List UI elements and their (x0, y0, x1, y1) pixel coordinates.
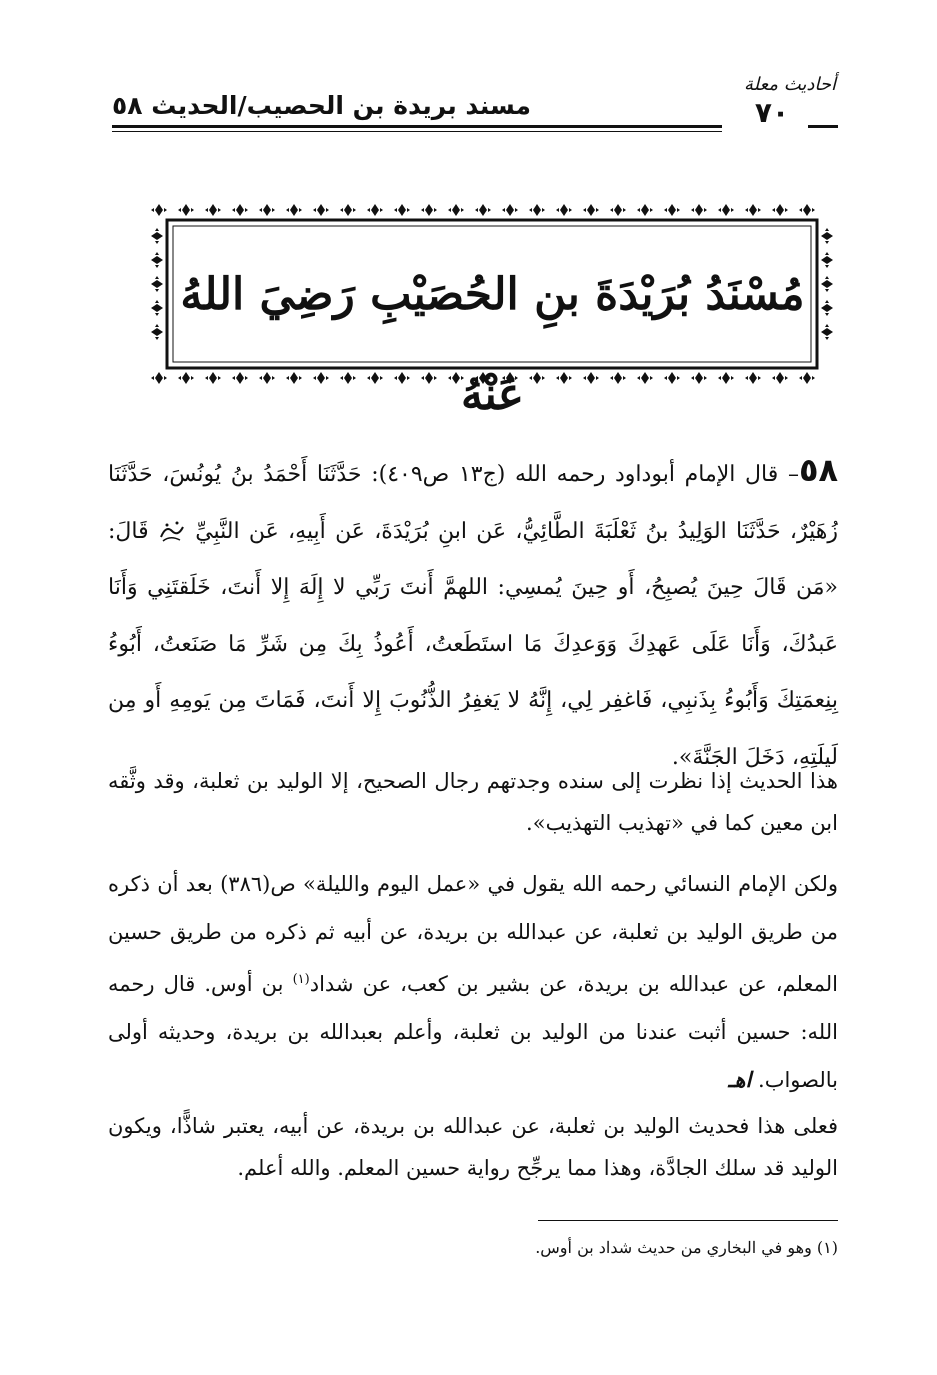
ornament-motif (151, 204, 167, 216)
footnote-reference: (١) (292, 972, 310, 987)
ornament-motif (178, 204, 194, 216)
book-title: أحاديث معلة (744, 74, 836, 95)
hadith-text-isnad: – قال الإمام أبوداود رحمه الله (ج١٣ ص٤٠٩): حَدَّثَنَا أَحْمَدُ بنُ يُونُسَ، حَدَّثَنَا زُهَيْرٌ، حَدَّثَنَا الوَلِيدُ بنُ ثَعْلَبَةَ الطَّائِيُّ، عَن ابنِ بُرَيْدَةَ، عَن أَبِيهِ، عَن النَّبِيِّ (108, 462, 838, 544)
ornament-motif (151, 228, 163, 244)
section-title: مُسْنَدُ بُرَيْدَةَ بنِ الحُصَيْبِ رَضِيَ اللهُ عَنْهُ (180, 269, 805, 420)
page-number: ٧٠ (754, 96, 790, 129)
ornament-motif (772, 204, 788, 216)
commentary-paragraph-3: فعلى هذا فحديث الوليد بن ثعلبة، عن عبدالله بن بريدة، عن أبيه، يعتبر شاذًّا، ويكون الوليد قد سلك الجادَّة، وهذا مما يرجِّح رواية حسين المعلم. والله أعلم. (108, 1114, 838, 1180)
paragraph-3-text-2: بن أوس. قال رحمه الله: حسين أثبت عندنا من الوليد بن ثعلبة، وأعلم بعبدالله بن بريدة، وحديثه أولى بالصواب. (108, 972, 838, 1092)
ornament-motif (556, 204, 572, 216)
ornament-motif (502, 204, 518, 216)
ornament-motif (821, 300, 833, 316)
end-abbreviation: اهـ (728, 1067, 752, 1092)
ornament-motif (529, 204, 545, 216)
ornament-motif (151, 252, 163, 268)
ornament-motif (367, 204, 383, 216)
ornament-motif (610, 204, 626, 216)
salutation-calligraphy-icon (158, 519, 186, 545)
hadith-number: ٥٨ (798, 451, 839, 489)
ornament-motif (232, 204, 248, 216)
footnote-rule (538, 1220, 838, 1221)
ornament-motif (475, 204, 491, 216)
hadith-paragraph (108, 442, 838, 786)
ornament-motif (821, 324, 833, 340)
ornament-motif (151, 276, 163, 292)
hadith-text-matn: قَالَ: «مَن قَالَ حِينَ يُصبِحُ، أَو حِينَ يُمسِي: اللهمَّ أَنتَ رَبِّي لا إِلَهَ إِلا أَنتَ، خَلَقتَنِي وَأَنَا عَبدُكَ، وَأَنَا عَلَى عَهدِكَ وَوَعدِكَ مَا استَطَعتُ، أَعُوذُ بِكَ مِن شَرِّ مَا صَنَعتُ، أَبُوءُ بِنِعمَتِكَ وَأَبُوءُ بِذَنبِي، فَاغفِر لِي، إِنَّهُ لا يَغفِرُ الذُّنُوبَ إِلا أَنتَ، فَمَاتَ مِن يَومِهِ أَو مِن لَيلَتِهِ، دَخَلَ الجَنَّةَ». (108, 518, 838, 770)
ornament-motif (821, 228, 833, 244)
ornament-motif (313, 204, 329, 216)
header-rule-right (808, 125, 838, 128)
footnote-text: وهو في البخاري من حديث شداد بن أوس. (535, 1238, 812, 1257)
ornament-motif (718, 204, 734, 216)
footnote (400, 1236, 838, 1260)
ornament-motif (583, 204, 599, 216)
ornament-motif (745, 204, 761, 216)
ornament-motif (691, 204, 707, 216)
commentary-paragraph-2 (108, 860, 838, 1104)
ornament-motif (448, 204, 464, 216)
ornament-motif (151, 372, 167, 384)
ornament-motif (205, 204, 221, 216)
ornament-motif (259, 204, 275, 216)
ornament-motif (799, 204, 815, 216)
commentary-paragraph-1: هذا الحديث إذا نظرت إلى سنده وجدتهم رجال الصحيح، إلا الوليد بن ثعلبة، وقد وثَّقه ابن معين كما في «تهذيب التهذيب». (108, 769, 838, 835)
paragraph-3-text-1: ولكن الإمام النسائي رحمه الله يقول في «عمل اليوم والليلة» ص(٣٨٦) بعد أن ذكره من طريق الوليد بن ثعلبة، عن عبدالله بن بريدة، عن أبيه ثم ذكره من طريق حسين المعلم، عن عبدالله بن بريدة، عن بشير بن كعب، عن شداد (108, 872, 838, 996)
ornament-motif (394, 204, 410, 216)
ornament-motif (637, 204, 653, 216)
ornament-motif (151, 324, 163, 340)
ornament-motif (821, 276, 833, 292)
ornament-motif (664, 204, 680, 216)
ornament-motif (286, 204, 302, 216)
ornament-motif (421, 204, 437, 216)
header-rule (112, 125, 722, 128)
header-rule-thin (112, 131, 722, 132)
ornament-motif (151, 300, 163, 316)
footnote-marker: (١) (816, 1238, 838, 1257)
ornament-motif (821, 252, 833, 268)
running-header-title: مسند بريدة بن الحصيب/الحديث ٥٨ (112, 91, 531, 120)
ornament-motif (340, 204, 356, 216)
